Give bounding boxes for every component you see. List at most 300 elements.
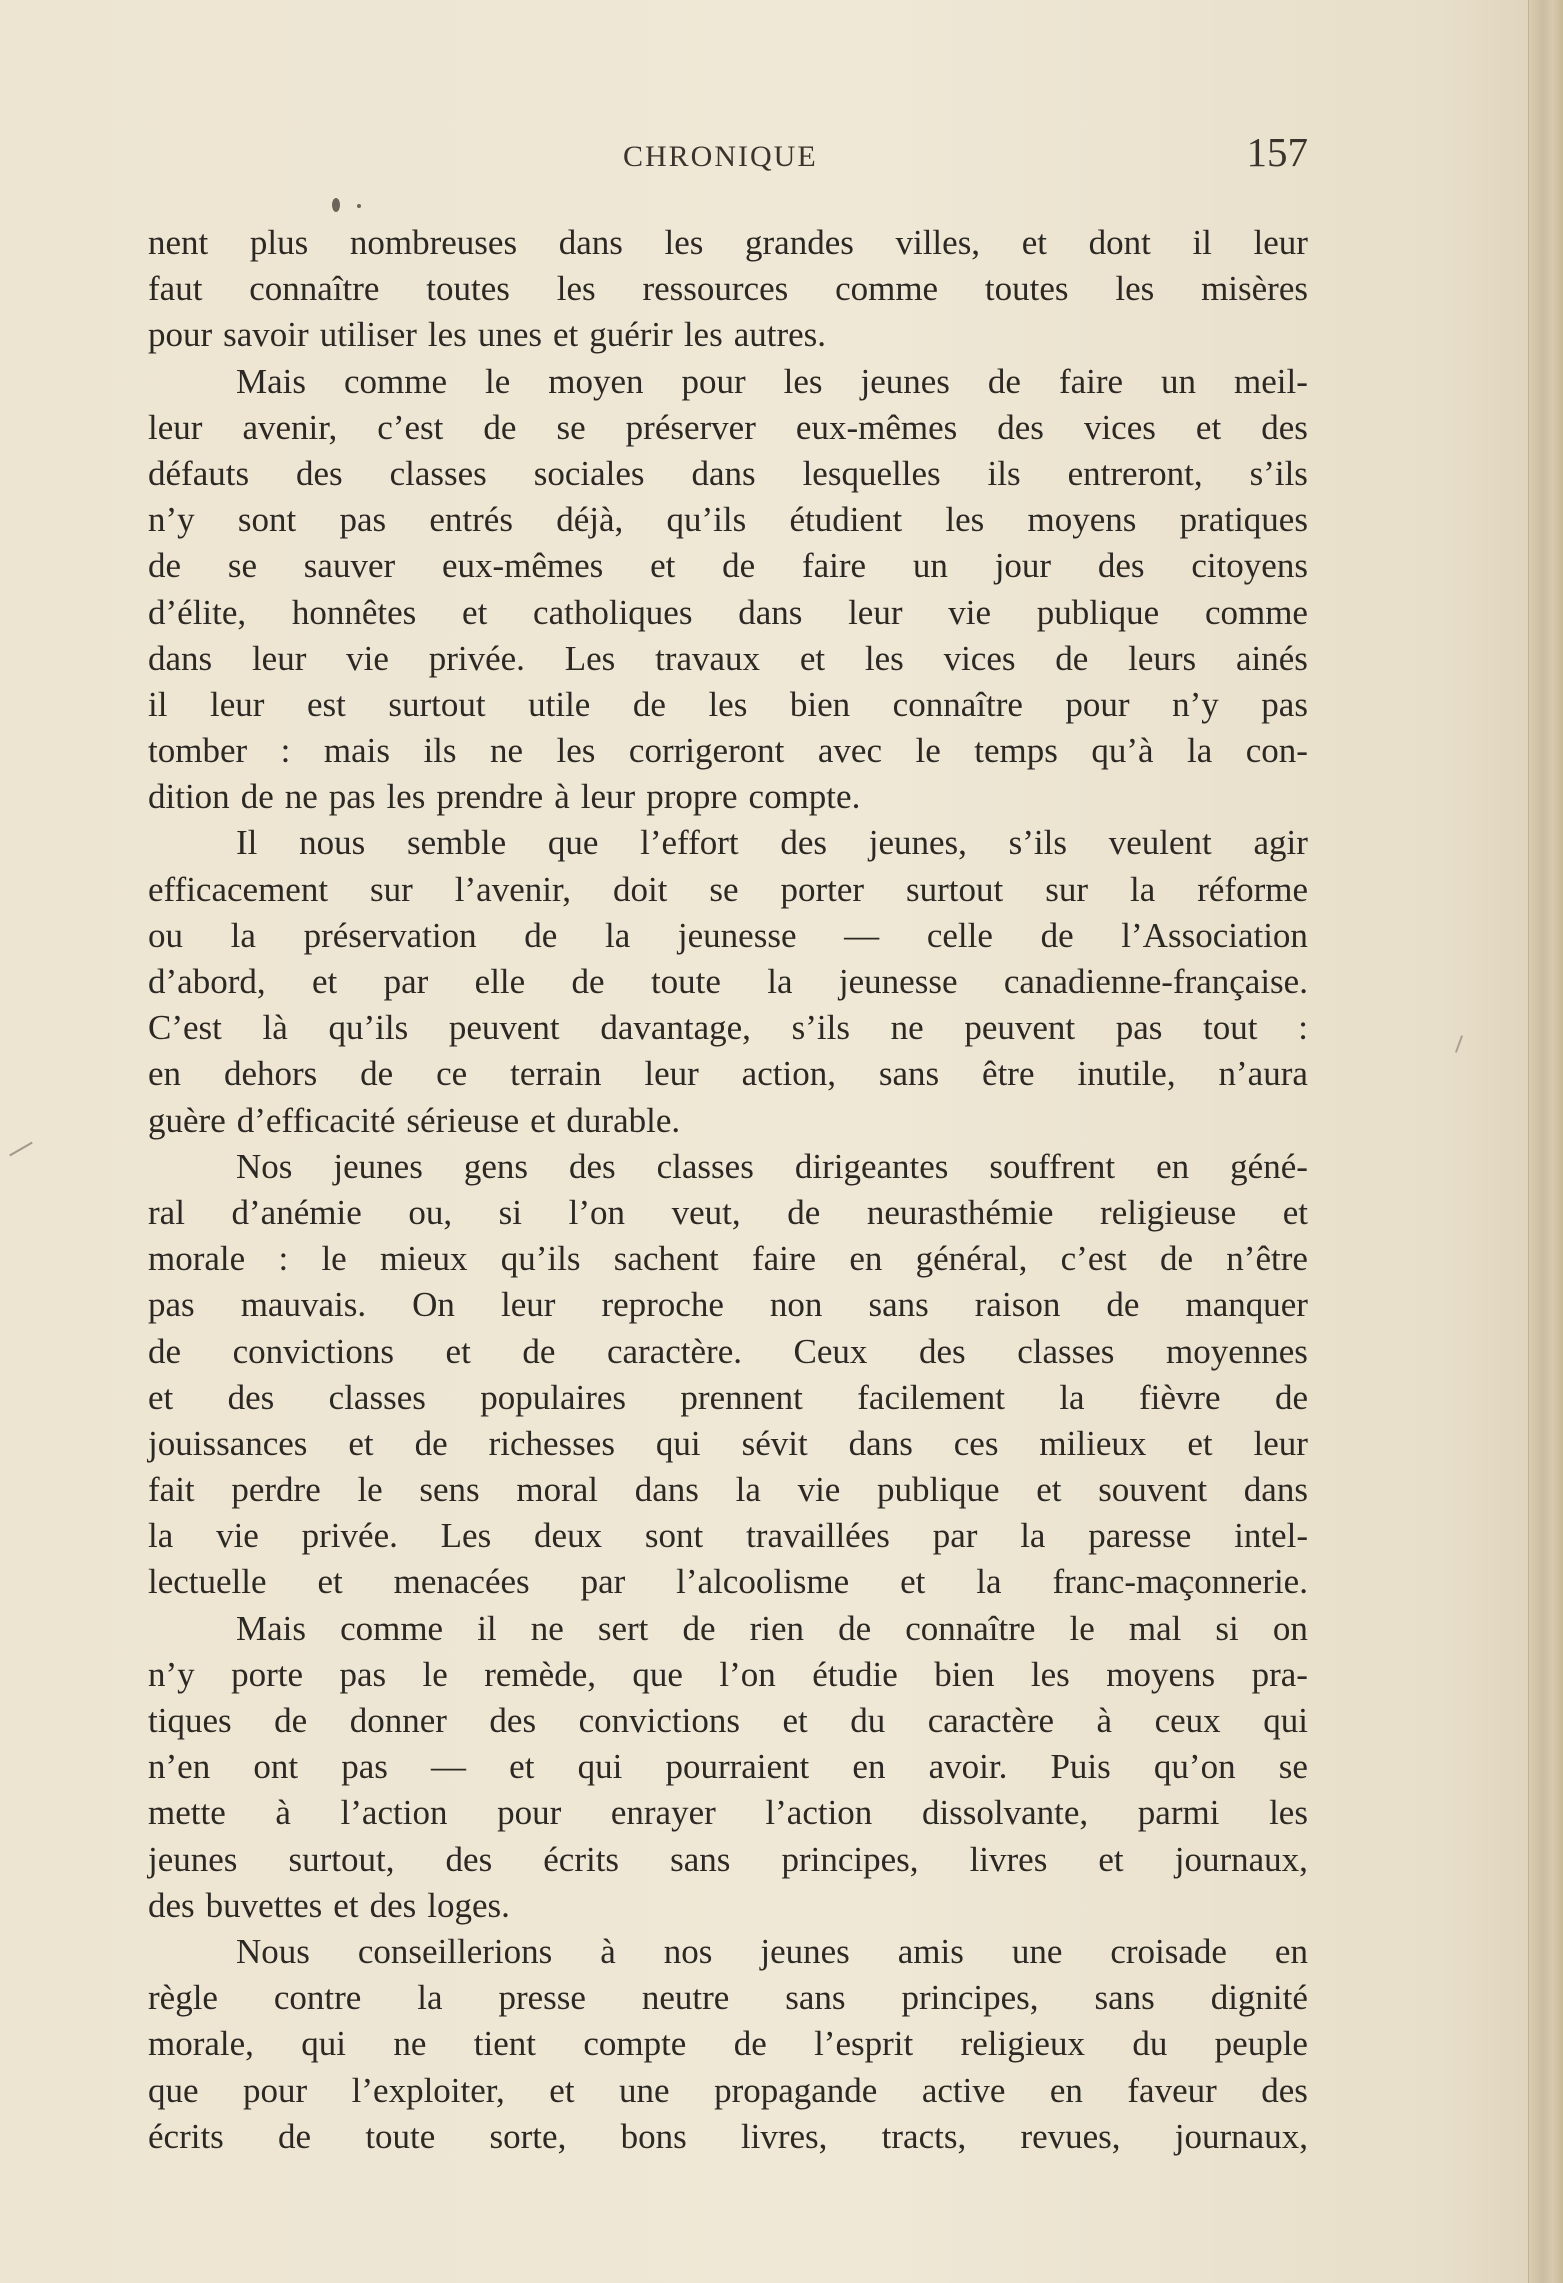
- word: en: [148, 1054, 182, 1094]
- word: et: [799, 638, 826, 678]
- text-line: [148, 1790, 1308, 1836]
- word: sens: [419, 1470, 480, 1510]
- word: du: [1132, 2024, 1168, 2064]
- word: dans: [691, 453, 756, 493]
- word: pour: [243, 2070, 308, 2110]
- word: jeunes: [860, 361, 950, 401]
- word: faire: [801, 546, 867, 586]
- text-line: [148, 1144, 1308, 1190]
- word: leur: [580, 777, 636, 817]
- word: dans: [634, 1470, 699, 1510]
- word: de: [274, 1701, 308, 1740]
- word: dans: [848, 1423, 913, 1463]
- word: Nos: [236, 1146, 293, 1186]
- word: et: [1036, 1470, 1062, 1510]
- word: peuvent: [964, 1008, 1076, 1048]
- word: règle: [148, 1978, 218, 2018]
- word: et: [782, 1701, 808, 1740]
- word: des: [997, 407, 1044, 447]
- word: mette: [148, 1793, 226, 1833]
- word: pas: [339, 500, 387, 540]
- word: sérieuse: [406, 1100, 520, 1140]
- word: du: [850, 1701, 886, 1740]
- word: utiliser: [319, 315, 417, 355]
- word: milieux: [1039, 1423, 1147, 1463]
- word: l’avenir,: [454, 869, 571, 909]
- word: de: [787, 1192, 821, 1232]
- text-line: [148, 1837, 1308, 1883]
- word: entrés: [429, 500, 513, 540]
- word: s’ils: [1249, 453, 1308, 493]
- word: presse: [498, 1978, 586, 2018]
- word: des: [369, 1885, 417, 1925]
- word: ne: [393, 2024, 427, 2064]
- word: connaître: [249, 269, 380, 309]
- word: facilement: [857, 1377, 1005, 1417]
- word: dition: [148, 777, 230, 817]
- word: la: [1059, 1377, 1085, 1417]
- word: :: [280, 731, 291, 771]
- word: la: [767, 962, 793, 1001]
- word: compte.: [748, 777, 861, 817]
- word: convictions: [232, 1331, 394, 1371]
- word: manquer: [1185, 1285, 1308, 1325]
- word: citoyens: [1191, 546, 1308, 586]
- word: meil-: [1234, 361, 1308, 401]
- word: n’aura: [1218, 1054, 1308, 1094]
- word: être: [982, 1054, 1035, 1094]
- word: sur: [1045, 869, 1089, 909]
- word: défauts: [148, 453, 250, 493]
- word: efficacement: [148, 869, 329, 909]
- word: est: [306, 684, 346, 724]
- word: bien: [934, 1654, 995, 1694]
- text-line: [148, 359, 1308, 405]
- word: nos: [663, 1931, 713, 1971]
- word: la: [230, 915, 256, 955]
- word: Mais: [236, 1608, 306, 1648]
- text-line: [148, 1005, 1308, 1051]
- word: des: [568, 1146, 616, 1186]
- word: mais: [323, 731, 390, 771]
- word: souvent: [1098, 1470, 1208, 1510]
- word: de: [571, 962, 605, 1001]
- word: et: [1195, 407, 1222, 447]
- word: leur: [209, 684, 265, 724]
- text-line: [148, 682, 1308, 728]
- word: de: [524, 915, 558, 955]
- word: peuple: [1214, 2024, 1308, 2064]
- word: guère: [148, 1100, 226, 1140]
- word: les: [864, 638, 904, 678]
- word: publique: [1036, 592, 1160, 632]
- word: eux-mêmes: [795, 407, 958, 447]
- word: veut,: [671, 1192, 741, 1232]
- word: sans: [785, 1978, 846, 2018]
- word: tient: [473, 2024, 536, 2064]
- word: et: [509, 1747, 535, 1787]
- word: qui: [577, 1747, 623, 1787]
- word: on: [1272, 1608, 1308, 1648]
- word: avec: [817, 731, 882, 771]
- word: sur: [370, 869, 413, 909]
- word: principes,: [901, 1978, 1039, 2018]
- word: se: [227, 546, 257, 586]
- word: et: [445, 1331, 471, 1371]
- word: de: [148, 1331, 182, 1371]
- page-number: 157: [1246, 129, 1308, 175]
- word: guérir: [589, 315, 673, 355]
- word: donner: [349, 1701, 447, 1740]
- word: de: [733, 2024, 767, 2064]
- word: géné-: [1230, 1146, 1308, 1186]
- word: d’élite,: [148, 592, 247, 632]
- word: pour: [681, 361, 746, 401]
- word: de: [414, 1423, 448, 1463]
- word: une: [1011, 1931, 1063, 1971]
- word: ne: [284, 777, 318, 817]
- word: moyens: [1027, 500, 1137, 540]
- word: les: [427, 315, 467, 355]
- word: dirigeantes: [794, 1146, 949, 1186]
- word: s’ils: [1008, 823, 1068, 863]
- word: et: [549, 2070, 575, 2110]
- text-line: [148, 1190, 1308, 1236]
- word: de: [632, 684, 666, 724]
- word: c’est: [377, 407, 444, 447]
- word: peuvent: [448, 1008, 560, 1048]
- word: là: [262, 1008, 288, 1048]
- word: leur: [644, 1054, 699, 1094]
- word: celle: [926, 915, 993, 955]
- word: à: [1096, 1701, 1113, 1740]
- word: que: [632, 1654, 683, 1694]
- word: surtout,: [288, 1839, 395, 1879]
- word: des: [445, 1839, 493, 1879]
- text-line: [148, 312, 1308, 358]
- word: raison: [974, 1285, 1061, 1325]
- word: pour: [1065, 684, 1130, 724]
- word: il: [477, 1608, 497, 1648]
- word: croisade: [1110, 1931, 1227, 1971]
- word: en: [1049, 2070, 1083, 2110]
- word: classes: [656, 1146, 754, 1186]
- word: de: [1055, 638, 1089, 678]
- text-line: [148, 1883, 1308, 1929]
- text-line: [148, 1606, 1308, 1652]
- word: compte: [583, 2024, 687, 2064]
- word: jeunes: [333, 1146, 423, 1186]
- word: l’effort: [640, 823, 739, 863]
- word: fièvre: [1138, 1377, 1221, 1417]
- word: les: [1030, 1654, 1070, 1694]
- text-line: [148, 636, 1308, 682]
- text-line: [148, 1929, 1308, 1975]
- word: sociales: [533, 453, 645, 493]
- word: neurasthémie: [866, 1192, 1054, 1232]
- word: qui: [1263, 1701, 1308, 1740]
- word: la: [148, 1516, 174, 1556]
- text-line: [148, 2068, 1308, 2114]
- word: vie: [948, 592, 991, 632]
- word: inutile,: [1077, 1054, 1176, 1094]
- text-line: [148, 820, 1308, 866]
- text-line: [148, 1744, 1308, 1790]
- word: ou: [148, 915, 183, 955]
- word: savoir: [223, 315, 309, 355]
- word: les: [945, 500, 985, 540]
- word: l’Association: [1121, 915, 1308, 955]
- text-line: [148, 1375, 1308, 1421]
- word: gens: [463, 1146, 528, 1186]
- text-line: [148, 1467, 1308, 1513]
- word: pra-: [1251, 1654, 1308, 1694]
- word: et: [552, 315, 579, 355]
- word: durable.: [566, 1100, 681, 1140]
- word: sont: [644, 1516, 704, 1556]
- word: pas: [1115, 1008, 1163, 1048]
- text-line: [148, 1236, 1308, 1282]
- word: pourraient: [665, 1747, 810, 1787]
- word: de: [360, 1054, 394, 1094]
- word: réforme: [1197, 869, 1308, 909]
- word: Ceux: [793, 1331, 868, 1371]
- word: et: [650, 546, 676, 586]
- word: dignité: [1210, 1978, 1308, 2018]
- word: non: [769, 1285, 823, 1325]
- word: connaître: [905, 1608, 1036, 1648]
- word: ils: [987, 453, 1021, 493]
- word: privée.: [428, 638, 525, 678]
- word: deux: [534, 1516, 603, 1556]
- word: ont: [253, 1747, 299, 1787]
- word: populaires: [480, 1377, 627, 1417]
- word: Il: [236, 823, 258, 863]
- word: vie: [797, 1470, 841, 1510]
- word: et: [462, 592, 488, 632]
- word: l’esprit: [814, 2024, 914, 2064]
- text-line: [148, 728, 1308, 774]
- word: le: [915, 731, 941, 771]
- word: propre: [646, 777, 738, 817]
- word: nous: [299, 823, 366, 863]
- word: dans: [558, 223, 623, 262]
- margin-mark: [9, 1142, 33, 1157]
- word: eux-mêmes: [441, 546, 604, 586]
- word: intel-: [1234, 1516, 1308, 1556]
- word: dehors: [223, 1054, 318, 1094]
- word: :: [1298, 1008, 1308, 1048]
- word: ces: [953, 1423, 999, 1463]
- word: journaux,: [1174, 2116, 1308, 2156]
- word: moral: [516, 1470, 599, 1510]
- word: par: [932, 1516, 978, 1556]
- word: étudie: [812, 1654, 898, 1694]
- word: leur: [500, 1285, 556, 1325]
- word: ou,: [408, 1192, 453, 1232]
- word: l’action: [765, 1793, 873, 1833]
- word: de: [1159, 1239, 1194, 1279]
- word: leur: [848, 592, 903, 632]
- word: surtout: [388, 684, 486, 724]
- word: leur: [251, 638, 307, 678]
- word: les: [1115, 269, 1155, 309]
- word: convictions: [578, 1701, 740, 1740]
- word: qui: [655, 1423, 701, 1463]
- word: jeunes,: [868, 823, 967, 863]
- text-line: [148, 1652, 1308, 1698]
- word: l’action: [340, 1793, 448, 1833]
- word: jeunesse: [677, 915, 797, 955]
- word: pratiques: [1179, 500, 1308, 540]
- word: mauvais.: [240, 1285, 367, 1325]
- word: les: [556, 269, 596, 309]
- word: loges.: [427, 1885, 510, 1925]
- word: la: [735, 1470, 761, 1510]
- word: ceux: [1154, 1701, 1221, 1740]
- word: prennent: [680, 1377, 803, 1417]
- text-line: [148, 1698, 1308, 1744]
- word: qu’ils: [666, 500, 747, 540]
- word: la: [604, 915, 631, 955]
- word: —: [431, 1747, 467, 1787]
- word: tout: [1203, 1008, 1258, 1048]
- word: qui: [301, 2024, 347, 2064]
- word: et: [530, 1100, 556, 1140]
- word: villes,: [895, 223, 981, 262]
- word: jeunes: [148, 1839, 238, 1879]
- word: n’y: [1172, 684, 1219, 724]
- word: Puis: [1050, 1747, 1111, 1787]
- word: la: [1187, 731, 1213, 771]
- word: fait: [148, 1470, 195, 1510]
- word: vices: [943, 638, 1016, 678]
- word: pas: [328, 777, 376, 817]
- word: Mais: [236, 361, 306, 401]
- word: livres,: [740, 2116, 828, 2156]
- text-line: [148, 1559, 1308, 1605]
- text-line: [148, 1282, 1308, 1328]
- word: Les: [440, 1516, 492, 1556]
- word: écrits: [148, 2116, 224, 2156]
- word: dans: [738, 592, 803, 632]
- word: un: [912, 546, 948, 586]
- word: de: [722, 546, 756, 586]
- word: qu’on: [1153, 1747, 1236, 1787]
- word: On: [412, 1285, 455, 1325]
- word: vices: [1083, 407, 1156, 447]
- text-line: [148, 590, 1308, 636]
- word: tracts,: [881, 2116, 967, 2156]
- word: de: [987, 361, 1021, 401]
- word: pour: [148, 315, 213, 355]
- word: propagande: [714, 2070, 878, 2110]
- word: ne: [530, 1608, 564, 1648]
- word: les: [386, 777, 426, 817]
- word: de: [148, 546, 182, 586]
- word: étudient: [789, 500, 903, 540]
- word: et: [1098, 1839, 1124, 1879]
- word: dont: [1088, 223, 1151, 262]
- word: l’on: [719, 1654, 776, 1694]
- word: toute: [650, 962, 721, 1001]
- word: le: [321, 1239, 347, 1279]
- word: sauver: [303, 546, 396, 586]
- word: d’abord,: [148, 962, 266, 1001]
- word: le: [1069, 1608, 1095, 1648]
- margin-mark: [1455, 1035, 1463, 1053]
- word: qu’à: [1091, 731, 1154, 771]
- word: sévit: [741, 1423, 808, 1463]
- word: de: [1040, 915, 1074, 955]
- word: l’exploiter,: [351, 2070, 505, 2110]
- word: journaux,: [1174, 1839, 1308, 1879]
- word: en: [849, 1239, 883, 1279]
- word: le: [485, 361, 511, 401]
- word: jeunesse: [838, 962, 958, 1001]
- word: privée.: [301, 1516, 398, 1556]
- word: nombreuses: [349, 223, 518, 262]
- word: l’on: [568, 1192, 626, 1232]
- text-line: [148, 497, 1308, 543]
- word: paresse: [1088, 1516, 1192, 1556]
- text-line: [148, 266, 1308, 312]
- word: ce: [436, 1054, 468, 1094]
- word: lesquelles: [802, 453, 941, 493]
- word: et: [1282, 1192, 1308, 1232]
- word: les: [556, 731, 596, 771]
- word: des: [780, 823, 828, 863]
- word: moyens: [1106, 1654, 1216, 1694]
- text-line: [148, 1975, 1308, 2021]
- word: dans: [1243, 1470, 1308, 1510]
- word: connaître: [892, 684, 1023, 724]
- word: classes: [1017, 1331, 1115, 1371]
- word: de: [1274, 1377, 1308, 1417]
- word: morale,: [148, 2024, 254, 2064]
- word: qu’ils: [328, 1008, 409, 1048]
- word: de: [483, 407, 517, 447]
- word: enrayer: [610, 1793, 716, 1833]
- word: C’est: [148, 1008, 222, 1048]
- word: et: [317, 1562, 343, 1602]
- word: :: [278, 1239, 289, 1279]
- word: et: [900, 1562, 926, 1602]
- text-line: [148, 543, 1308, 589]
- word: souffrent: [989, 1146, 1116, 1186]
- word: de: [522, 1331, 556, 1371]
- word: qu’ils: [500, 1239, 581, 1279]
- word: vie: [216, 1516, 259, 1556]
- word: il: [148, 684, 168, 724]
- page-header: [148, 128, 1308, 178]
- word: pas: [341, 1747, 388, 1787]
- word: leur: [148, 407, 203, 447]
- text-line: [148, 1513, 1308, 1559]
- word: ressources: [642, 269, 789, 309]
- word: et: [348, 1423, 374, 1463]
- word: moyen: [548, 361, 644, 401]
- word: n’y: [148, 1654, 195, 1694]
- word: sorte,: [489, 2116, 567, 2156]
- ink-speck: [357, 204, 361, 208]
- word: grandes: [745, 223, 854, 262]
- word: jeunes: [760, 1931, 850, 1971]
- word: corrigeront: [628, 731, 785, 771]
- word: porte: [231, 1654, 304, 1694]
- word: les: [664, 223, 704, 262]
- word: la: [417, 1978, 443, 2018]
